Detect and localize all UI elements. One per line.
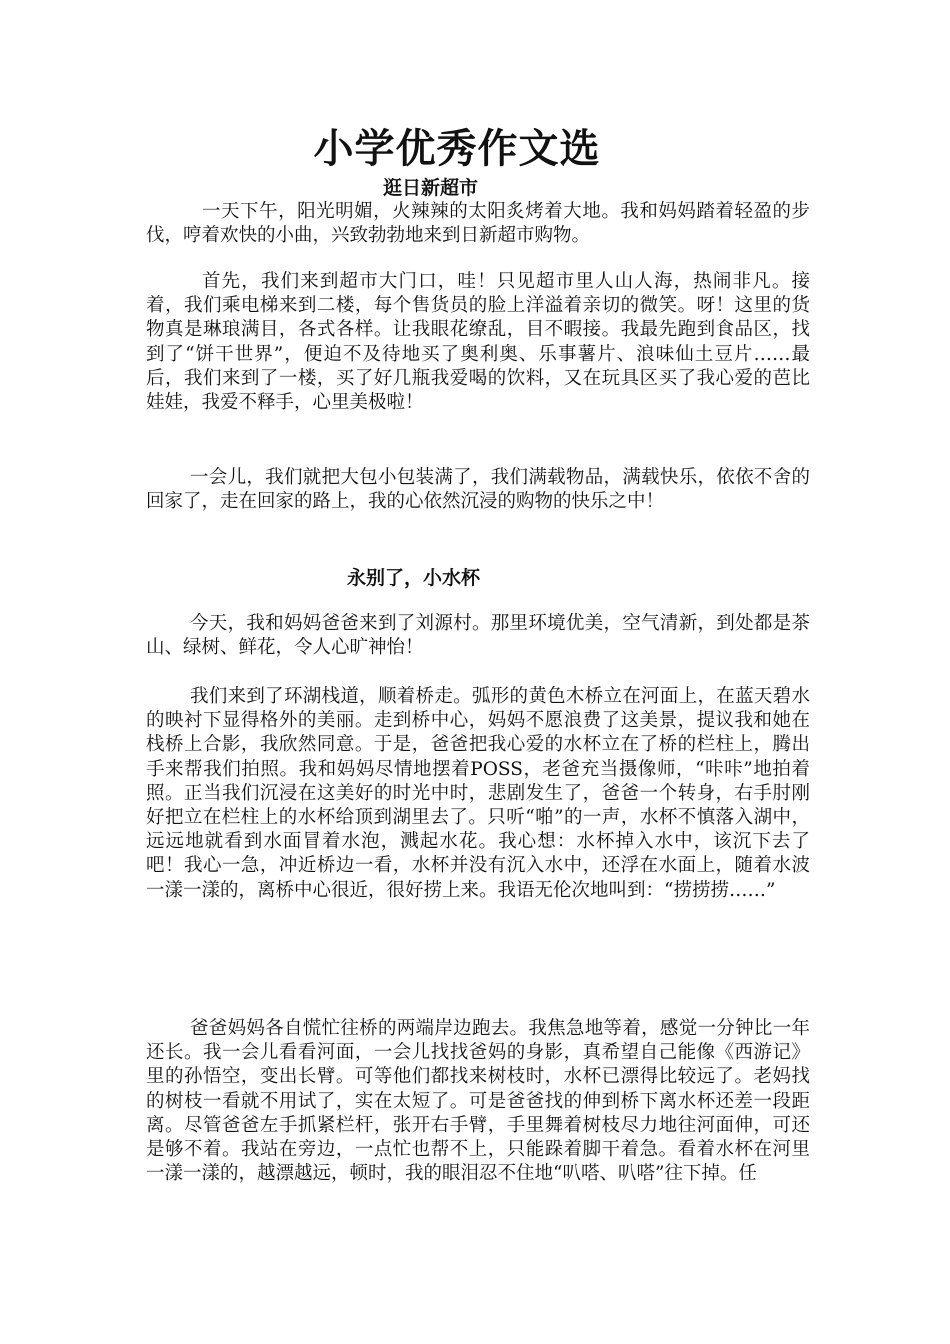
essay-paragraph: 今天，我和妈妈爸爸来到了刘源村。那里环境优美，空气清新，到处都是茶山、绿树、鲜花，令人心旷神怡！ [146, 613, 810, 659]
essay-title-supermarket: 逛日新超市 [383, 177, 479, 199]
document-title: 小学优秀作文选 [313, 126, 601, 172]
essay-paragraph: 一天下午，阳光明媚，火辣辣的太阳炙烤着大地。我和妈妈踏着轻盈的步伐，哼着欢快的小曲，兴致勃勃地来到日新超市购物。 [146, 201, 810, 247]
essay-paragraph: 首先，我们来到超市大门口，哇！只见超市里人山人海，热闹非凡。接着，我们乘电梯来到二楼，每个售货员的脸上洋溢着亲切的微笑。呀！这里的货物真是琳琅满目，各式各样。让我眼花缭乱，目不暇接。我最先跑到食品区，找到了“饼干世界”，便迫不及待地买了奥利奥、乐事薯片、浪味仙土豆片……最后，我们来到了一楼，买了好几瓶我爱喝的饮料，又在玩具区买了我心爱的芭比娃娃，我爱不释手，心里美极啦！ [146, 271, 810, 414]
essay-paragraph: 一会儿，我们就把大包小包装满了，我们满载物品，满载快乐，依依不舍的回家了，走在回家的路上，我的心依然沉浸的购物的快乐之中！ [146, 467, 810, 513]
essay-paragraph: 我们来到了环湖栈道，顺着桥走。弧形的黄色木桥立在河面上，在蓝天碧水的映衬下显得格外的美丽。走到桥中心，妈妈不愿浪费了这美景，提议我和她在栈桥上合影，我欣然同意。于是，爸爸把我心爱的水杯立在了桥的栏柱上，腾出手来帮我们拍照。我和妈妈尽情地摆着POSS，老爸充当摄像师，“咔咔”地拍着照。正当我们沉浸在这美好的时光中时，悲剧发生了，爸爸一个转身，右手肘刚好把立在栏柱上的水杯给顶到湖里去了。只听“啪”的一声，水杯不慎落入湖中，远远地就看到水面冒着水泡，溅起水花。我心想：水杯掉入水中，该沉下去了吧！我心一急，冲近桥边一看，水杯并没有沉入水中，还浮在水面上，随着水波一漾一漾的，离桥中心很近，很好捞上来。我语无伦次地叫到：“捞捞捞……” [146, 686, 810, 901]
essay-paragraph: 爸爸妈妈各自慌忙往桥的两端岸边跑去。我焦急地等着，感觉一分钟比一年还长。我一会儿看看河面，一会儿找找爸妈的身影，真希望自己能像《西游记》里的孙悟空，变出长臂。可等他们都找来树枝时，水杯已漂得比较远了。老妈找的树枝一看就不用试了，实在太短了。可是爸爸找的伸到桥下离水杯还差一段距离。尽管爸爸左手抓紧栏杆，张开右手臂，手里舞着树枝尽力地往河面伸，可还是够不着。我站在旁边，一点忙也帮不上，只能跺着脚干着急。看着水杯在河里一漾一漾的，越漂越远，顿时，我的眼泪忍不住地“叭嗒、叭嗒”往下掉。任 [146, 1018, 810, 1185]
essay-title-water-cup: 永别了，小水杯 [347, 567, 481, 589]
